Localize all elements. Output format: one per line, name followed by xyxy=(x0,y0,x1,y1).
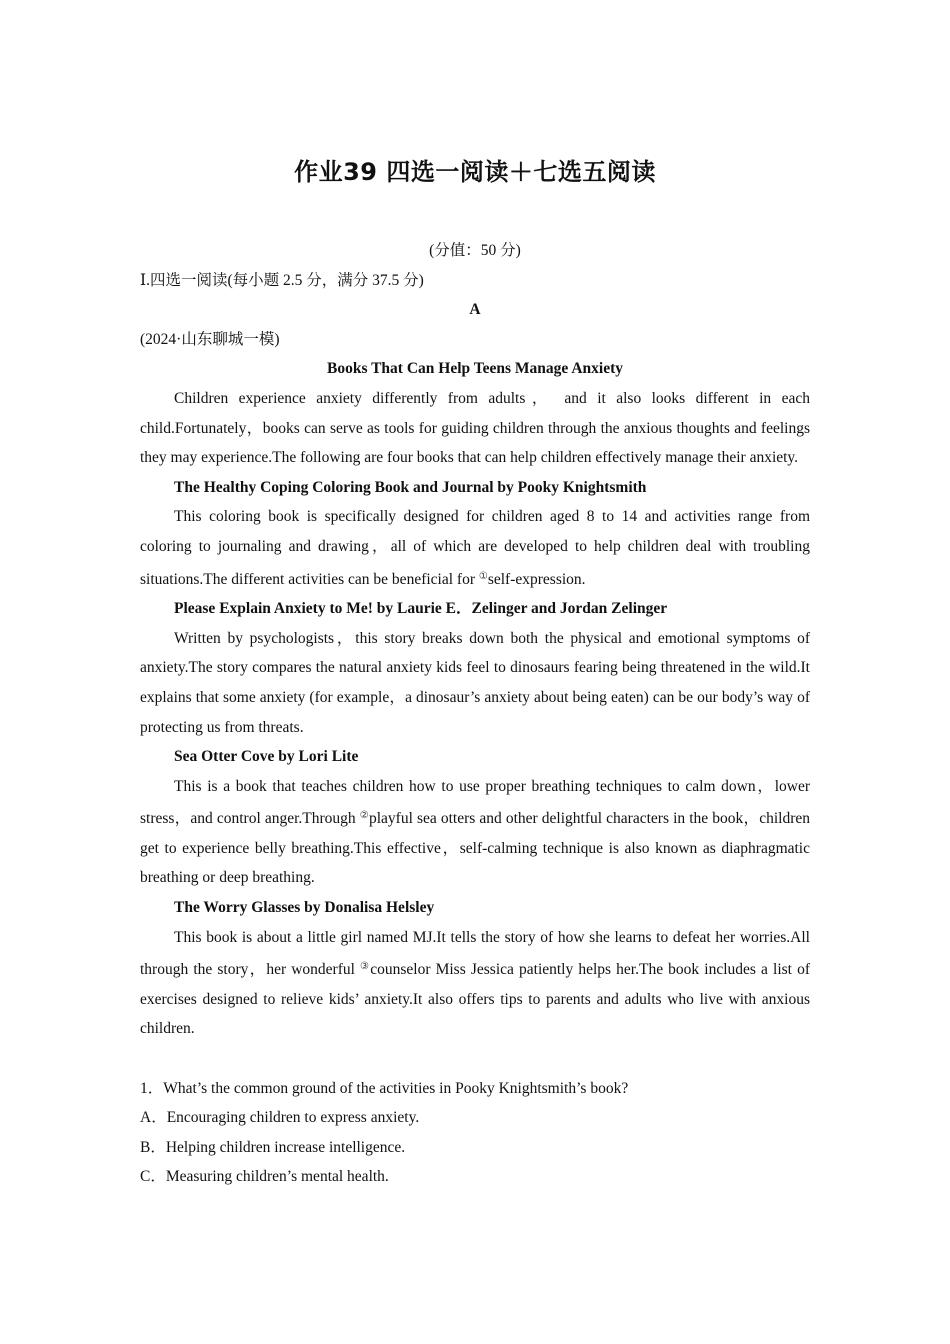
intro-paragraph: Children experience anxiety differently from adults， and it also looks different in each child.Fortunately，books can serve as tools for guiding children through the anxious thoughts and feelings they may experience.The following are four books that can help children effectively manage their anxiety. xyxy=(140,389,810,467)
page-title: 作业39 四选一阅读＋七选五阅读 xyxy=(294,158,656,186)
book-title: The Worry Glasses by Donalisa Helsley xyxy=(174,899,435,917)
passage-title: Books That Can Help Teens Manage Anxiety xyxy=(327,360,623,378)
book-title: Sea Otter Cove by Lori Lite xyxy=(174,748,359,766)
book-text: This is a book that teaches children how to use proper breathing techniques to calm down，lower stress，and control anger.Through xyxy=(140,777,810,828)
book-text: Written by psychologists，this story breaks down both the physical and emotional symptoms of anxiety.The story compares the natural anxiety kids feel to dinosaurs fearing being threatened in the wild.It explains that some anxiety (for example，a dinosaur’s anxiety about being eaten) can be our body’s way of protecting us from threats. xyxy=(140,629,810,736)
answer-option-b: B．Helping children increase intelligence. xyxy=(140,1138,406,1156)
section-heading: Ⅰ.四选一阅读(每小题 2.5 分，满分 37.5 分) xyxy=(140,271,424,289)
annotation-marker: ① xyxy=(478,570,488,582)
score-note: (分值：50 分) xyxy=(429,242,521,259)
annotation-marker: ② xyxy=(359,810,369,822)
annotation-marker: ③ xyxy=(360,961,371,973)
document-body xyxy=(140,236,810,1192)
book-title: Please Explain Anxiety to Me! by Laurie E．Zelinger and Jordan Zelinger xyxy=(174,600,668,618)
book-description xyxy=(140,772,810,893)
book-text: This coloring book is specifically designed for children aged 8 to 14 and activities range from coloring to journaling and drawing，all of which are developed to help children deal with troubling situations.The different activities can be beneficial for xyxy=(140,508,810,588)
passage-source: (2024·山东聊城一模) xyxy=(140,330,280,348)
answer-option-a: A．Encouraging children to express anxiety. xyxy=(140,1109,420,1127)
book-text: counselor Miss Jessica patiently helps her.The book includes a list of exercises designed to relieve kids’ anxiety.It also offers tips to parents and adults who live with anxious children. xyxy=(140,961,810,1038)
book-description xyxy=(140,502,810,594)
passage-label: A xyxy=(469,301,481,319)
spacer xyxy=(140,1044,810,1074)
book-title: The Healthy Coping Coloring Book and Journal by Pooky Knightsmith xyxy=(174,478,647,496)
book-text: self-expression. xyxy=(487,570,586,588)
book-description xyxy=(140,923,810,1044)
question-stem: 1．What’s the common ground of the activities in Pooky Knightsmith’s book? xyxy=(140,1079,629,1097)
book-text: playful sea otters and other delightful characters in the book，children get to experience belly breathing.This effective，self-calming technique is also known as diaphragmatic breathing or deep breathing. xyxy=(140,810,810,887)
book-text: This book is about a little girl named MJ.It tells the story of how she learns to defeat her worries.All through the story，her wonderful xyxy=(140,928,810,979)
book-description xyxy=(140,624,810,742)
answer-option-c: C．Measuring children’s mental health. xyxy=(140,1168,389,1186)
